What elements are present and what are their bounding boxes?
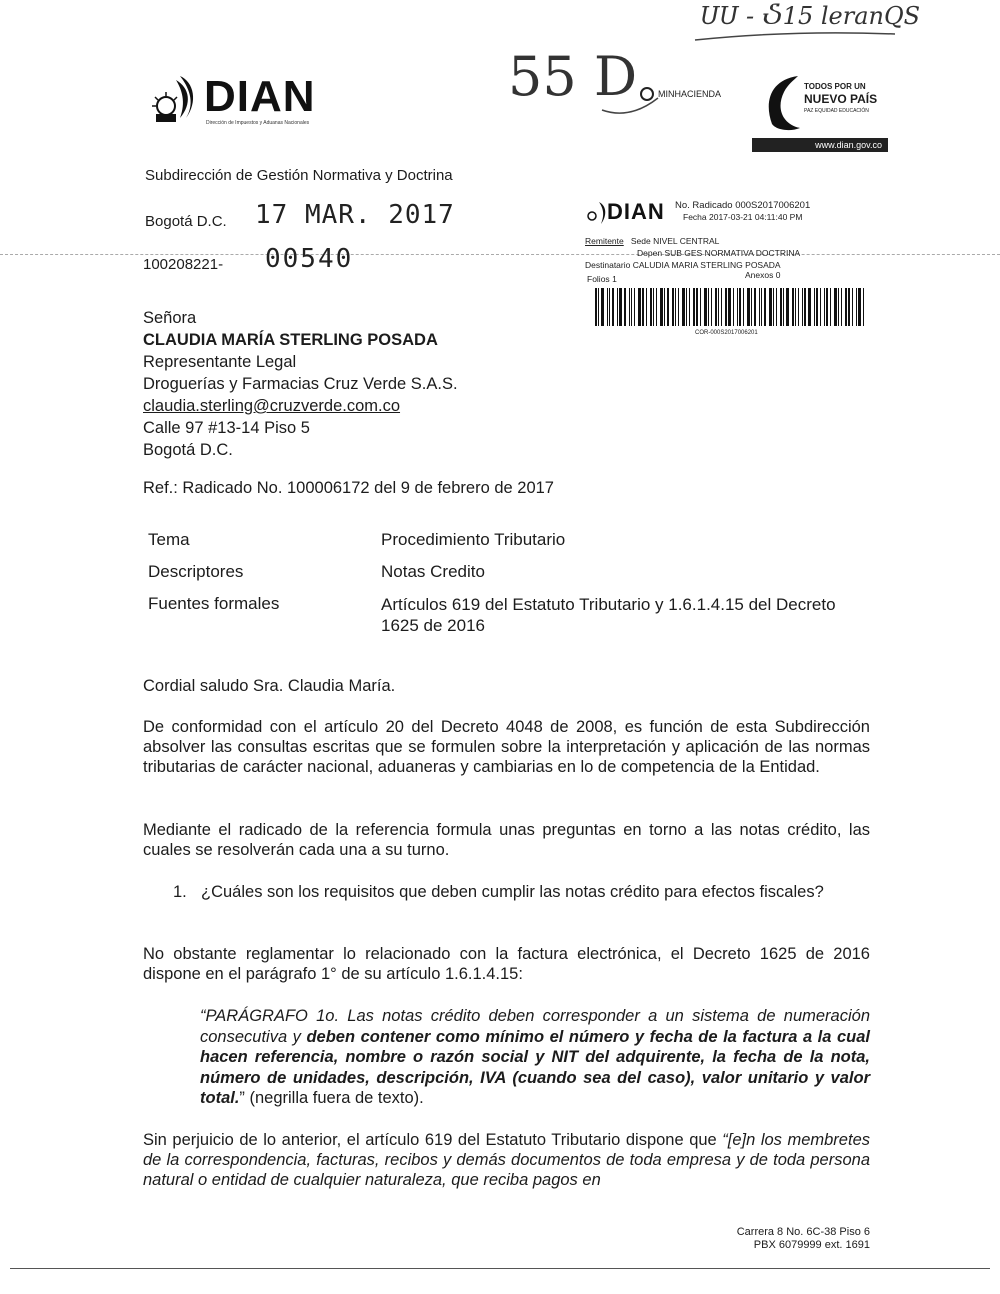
barcode-bar <box>693 288 695 326</box>
barcode-bar <box>795 288 796 326</box>
barcode-bar <box>747 288 750 326</box>
subdireccion-title: Subdirección de Gestión Normativa y Doctrina <box>145 167 453 184</box>
barcode-bar <box>733 288 734 326</box>
addressee-company: Droguerías y Farmacias Cruz Verde S.A.S. <box>143 375 458 393</box>
question-number: 1. <box>173 883 187 901</box>
barcode-bar <box>653 288 654 326</box>
meta-label: Fuentes formales <box>148 594 280 613</box>
date-stamp: 17 MAR. 2017 <box>255 200 455 230</box>
barcode-bar <box>759 288 760 326</box>
barcode-bar <box>678 288 679 326</box>
fecha-value: 2017-03-21 04:11:40 PM <box>709 212 803 222</box>
document-stamp-number: 00540 <box>265 244 354 274</box>
paragraph-3: No obstante reglamentar lo relacionado con la factura electrónica, el Decreto 1625 de 2016 dispone en el parágrafo 1° de su artículo 1.6.1.4.15: <box>143 945 870 983</box>
barcode-bar <box>824 288 825 326</box>
barcode-bar <box>834 288 837 326</box>
document-ref-number: 100208221- <box>143 256 224 273</box>
barcode-bar <box>773 288 774 326</box>
barcode-bar <box>754 288 756 326</box>
barcode-bar <box>848 288 850 326</box>
barcode-bar <box>820 288 821 326</box>
minhacienda-logo <box>640 87 721 101</box>
minhacienda-text: MINHACIENDA <box>658 89 722 99</box>
barcode-bar <box>672 288 674 326</box>
barcode-bar <box>634 288 635 326</box>
barcode-bar <box>601 288 604 326</box>
addressee-email-link[interactable]: claudia.sterling@cruzverde.com.co <box>143 397 401 415</box>
website-bar: www.dian.gov.co <box>752 138 888 152</box>
paragraph-4-italic: “[e]n los membretes de la correspondencia, facturas, recibos y demás documentos de toda empresa y de toda persona natural o entidad de cualquier naturaleza, que reciba pagos en <box>143 1131 870 1189</box>
todos-por-un-text: TODOS POR UN <box>804 82 866 91</box>
barcode-bar <box>607 288 608 326</box>
barcode-bar <box>667 288 669 326</box>
barcode-bar <box>845 288 847 326</box>
barcode-bar <box>660 288 663 326</box>
barcode-bar <box>737 288 738 326</box>
addressee-address: Calle 97 #13-14 Piso 5 <box>143 419 310 437</box>
greeting: Cordial saludo Sra. Claudia María. <box>143 677 396 695</box>
addressee-name: CLAUDIA MARÍA STERLING POSADA <box>143 331 438 349</box>
remitente-label: Remitente <box>585 236 624 246</box>
barcode-bar <box>646 288 647 326</box>
barcode-bar <box>638 288 641 326</box>
nuevo-pais-emblem-icon <box>760 72 804 134</box>
barcode-bar <box>798 288 799 326</box>
footer-address-block <box>640 1226 870 1252</box>
stamp-remitente <box>585 236 719 247</box>
barcode-bar <box>721 288 722 326</box>
barcode-bar <box>686 288 687 326</box>
depen-value: SUB GES NORMATIVA DOCTRINA <box>664 248 801 258</box>
anexos-value: 0 <box>775 270 781 280</box>
depen-label: Depen <box>637 248 663 258</box>
barcode-bar <box>792 288 794 326</box>
barcode-bar <box>764 288 766 326</box>
quote-start: “PARÁGRAFO 1o. Las notas crédito deben corresponder a un sistema de numeración consecutiva y <box>200 1007 870 1046</box>
quote-end: ” (negrilla fuera de texto). <box>239 1089 424 1107</box>
barcode-bar <box>598 288 599 326</box>
stamp-fecha <box>683 212 802 223</box>
barcode-bar <box>802 288 803 326</box>
quote-block <box>200 1006 870 1109</box>
barcode-bar <box>631 288 632 326</box>
addressee-block <box>143 307 458 461</box>
barcode-bar <box>696 288 698 326</box>
paragraph-1: De conformidad con el artículo 20 del Decreto 4048 de 2008, es función de esta Subdirección absolver las consultas escritas que se formulen sobre la interpretación y aplicación de las normas tributarias de carácter nacional, aduaneras y cambiarias en lo de competencia de la Entidad. <box>143 718 870 776</box>
addressee-city: Bogotá D.C. <box>143 441 233 459</box>
destinatario-value: CALUDIA MARIA STERLING POSADA <box>632 260 781 270</box>
stamp-barcode-text: COR-000S2017006201 <box>695 330 758 336</box>
radicado-stamp <box>585 196 880 346</box>
city-date-label: Bogotá D.C. <box>145 213 227 230</box>
barcode-bar <box>609 288 610 326</box>
barcode-bar <box>814 288 815 326</box>
question-text: ¿Cuáles son los requisitos que deben cumplir las notas crédito para efectos fiscales? <box>201 883 824 901</box>
minhacienda-emblem-icon <box>640 87 654 101</box>
barcode-bar <box>715 288 717 326</box>
fecha-label: Fecha <box>683 212 707 222</box>
meta-label: Tema <box>148 530 190 549</box>
barcode-bar <box>780 288 782 326</box>
barcode-bar <box>776 288 777 326</box>
barcode-bar <box>629 288 630 326</box>
barcode-bar <box>786 288 789 326</box>
nuevo-pais-subtext: PAZ EQUIDAD EDUCACIÓN <box>804 108 869 114</box>
stamp-barcode <box>595 288 870 326</box>
barcode-bar <box>769 288 772 326</box>
addressee-salutation: Señora <box>143 309 197 327</box>
footer-rule <box>10 1268 990 1269</box>
paragraph-2: Mediante el radicado de la referencia formula unas preguntas en torno a las notas crédito, las cuales se resolverán cada una a su turno. <box>143 821 870 859</box>
sede-label: Sede <box>630 236 651 246</box>
barcode-bar <box>642 288 644 326</box>
dian-logo-text: DIAN <box>204 72 316 121</box>
barcode-bar <box>751 288 752 326</box>
paragraph-4 <box>143 1130 870 1190</box>
todos-por-un-nuevo-pais-logo <box>760 72 890 134</box>
barcode-bar <box>624 288 626 326</box>
stamp-depen <box>637 248 800 259</box>
barcode-bar <box>725 288 727 326</box>
barcode-bar <box>718 288 719 326</box>
meta-value: Artículos 619 del Estatuto Tributario y 1.6.1.4.15 del Decreto 1625 de 2016 <box>381 595 836 635</box>
barcode-bar <box>708 288 709 326</box>
stamp-folios <box>587 274 617 285</box>
stamp-no-radicado <box>675 200 810 211</box>
barcode-bar <box>700 288 701 326</box>
reference-line: Ref.: Radicado No. 100006172 del 9 de febrero de 2017 <box>143 479 554 497</box>
barcode-bar <box>711 288 712 326</box>
barcode-bar <box>728 288 731 326</box>
barcode-bar <box>838 288 839 326</box>
meta-value: Procedimiento Tributario <box>381 530 566 549</box>
barcode-bar <box>858 288 861 326</box>
barcode-bar <box>617 288 618 326</box>
barcode-bar <box>863 288 864 326</box>
barcode-bar <box>804 288 806 326</box>
barcode-bar <box>739 288 741 326</box>
quote-bold: deben contener como mínimo el número y fecha de la factura a la cual hacen referencia, nombre o razón social y NIT del adquirente, la fecha de la nota, número de unidades, descripción, IVA (cuando sea del caso), valor unitario y valor total. <box>200 1027 870 1107</box>
paragraph-4-start: Sin perjuicio de lo anterior, el artículo 619 del Estatuto Tributario dispone que <box>143 1131 723 1149</box>
footer-phone: PBX 6079999 ext. 1691 <box>753 1239 870 1251</box>
barcode-bar <box>830 288 831 326</box>
barcode-bar <box>856 288 857 326</box>
barcode-bar <box>808 288 811 326</box>
anexos-label: Anexos <box>745 270 774 280</box>
folios-value: 1 <box>612 274 617 284</box>
nuevo-pais-text: NUEVO PAÍS <box>804 92 878 106</box>
barcode-bar <box>689 288 690 326</box>
barcode-bar <box>816 288 818 326</box>
meta-value: Notas Credito <box>381 562 485 581</box>
barcode-bar <box>656 288 657 326</box>
barcode-bar <box>783 288 784 326</box>
no-radicado-label: No. Radicado <box>675 200 733 211</box>
barcode-bar <box>841 288 842 326</box>
barcode-bar <box>761 288 762 326</box>
stamp-dian-logo-text: DIAN <box>607 199 665 224</box>
question-1 <box>173 882 870 902</box>
dian-logo <box>150 72 330 132</box>
barcode-bar <box>675 288 676 326</box>
barcode-bar <box>743 288 744 326</box>
handwritten-note-top-right: ՍՍ - Ⴢ15 leranQS <box>700 2 921 30</box>
barcode-bar <box>704 288 707 326</box>
barcode-bar <box>664 288 665 326</box>
barcode-bar <box>682 288 685 326</box>
barcode-bar <box>612 288 614 326</box>
barcode-bar <box>595 288 597 326</box>
stamp-dian-emblem-icon <box>585 200 607 226</box>
stamp-anexos <box>745 270 780 281</box>
handwritten-note-center: 55 D <box>508 45 638 108</box>
dian-sun-emblem-icon <box>150 72 202 128</box>
folios-label: Folios <box>587 274 610 284</box>
barcode-bar <box>852 288 853 326</box>
handwritten-underline <box>690 26 900 46</box>
dian-logo-subtitle: Dirección de Impuestos y Aduanas Nacionales <box>206 120 310 126</box>
meta-label: Descriptores <box>148 562 244 581</box>
footer-address: Carrera 8 No. 6C-38 Piso 6 <box>736 1226 870 1238</box>
barcode-bar <box>619 288 622 326</box>
addressee-role: Representante Legal <box>143 353 297 371</box>
destinatario-label: Destinatario <box>585 260 631 270</box>
barcode-bar <box>826 288 828 326</box>
barcode-bar <box>650 288 652 326</box>
sede-value: NIVEL CENTRAL <box>653 236 720 246</box>
no-radicado-value: 000S2017006201 <box>735 200 811 211</box>
